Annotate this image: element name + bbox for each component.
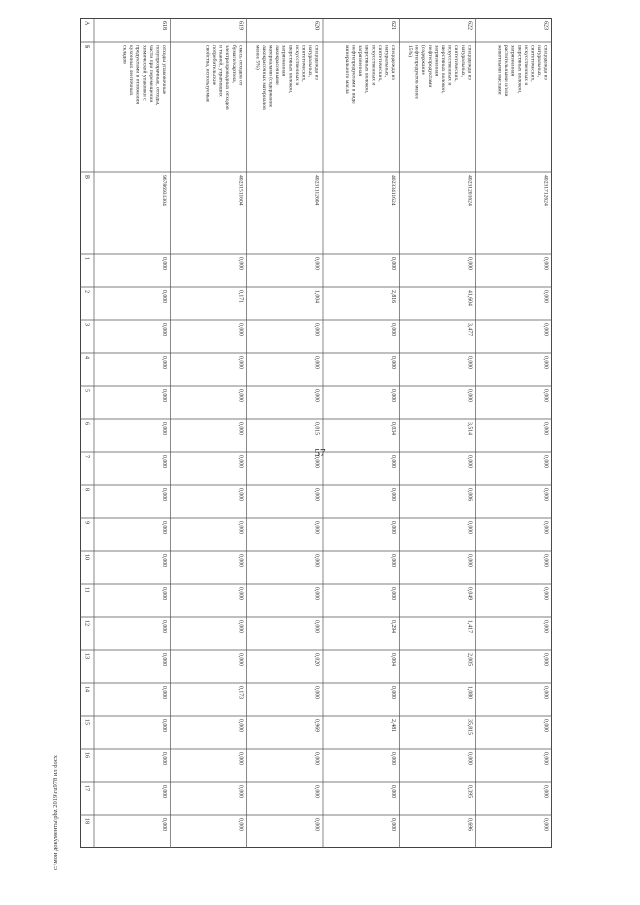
value-cell: 0,000 bbox=[313, 356, 320, 370]
row-name-line: нефтепродуктами в виде bbox=[350, 45, 357, 104]
value-cell: 41,604 bbox=[466, 290, 473, 306]
value-cell: 0,000 bbox=[313, 785, 320, 799]
row-name-line: загрязненная bbox=[433, 45, 440, 77]
value-cell: 0,000 bbox=[161, 587, 168, 601]
value-cell: 3,477 bbox=[466, 323, 473, 337]
value-cell: 0,000 bbox=[390, 818, 397, 832]
row-name-line: свойства, используемые bbox=[204, 45, 211, 103]
row-name-line: лакокрасочными bbox=[274, 45, 281, 85]
value-cell: 0,000 bbox=[237, 554, 244, 568]
row-name-line: спецодежда из bbox=[542, 45, 549, 80]
row-id: 619 bbox=[237, 21, 244, 30]
row-name-line: продуктами в отложения bbox=[134, 45, 141, 104]
value-cell: 0,969 bbox=[313, 719, 320, 733]
row-name-line: минерального масла bbox=[343, 45, 350, 94]
value-cell: 0,000 bbox=[161, 686, 168, 700]
column-header: 7 bbox=[83, 455, 90, 458]
value-cell: 0,000 bbox=[161, 257, 168, 271]
value-cell: 0,000 bbox=[161, 455, 168, 469]
value-cell: 0,000 bbox=[390, 323, 397, 337]
value-cell: 0,000 bbox=[542, 587, 549, 601]
value-cell: 0,000 bbox=[466, 257, 473, 271]
value-cell: 0,000 bbox=[161, 521, 168, 535]
column-header: 12 bbox=[83, 620, 90, 626]
row-name-line: шерстяных волокон, bbox=[439, 45, 446, 94]
row-code: 40231201624 bbox=[466, 175, 473, 206]
row-name-line: нефтепродуктами bbox=[426, 45, 433, 88]
value-cell: 1,004 bbox=[313, 290, 320, 304]
footer-file-path: c:\мои документы\pbz 2019\ru978 ил docx bbox=[52, 755, 59, 870]
value-cell: 0,000 bbox=[313, 752, 320, 766]
value-cell: 0,000 bbox=[542, 818, 549, 832]
row-name-line: шерстяных волокон, bbox=[363, 45, 370, 94]
row-name-line: синтетических, bbox=[453, 45, 460, 82]
value-cell: 0,000 bbox=[237, 752, 244, 766]
value-cell: 0,000 bbox=[237, 257, 244, 271]
row-id: 621 bbox=[389, 21, 396, 30]
value-cell: 0,395 bbox=[466, 785, 473, 799]
value-cell: 0,000 bbox=[313, 389, 320, 403]
column-header: 5 bbox=[83, 389, 90, 392]
value-cell: 0,000 bbox=[161, 323, 168, 337]
row-name-line: нефтепродуктов менее bbox=[413, 45, 420, 99]
value-cell: 0,000 bbox=[237, 488, 244, 502]
value-cell: 0,000 bbox=[542, 422, 549, 436]
row-id: 620 bbox=[313, 21, 320, 30]
row-id: 623 bbox=[542, 21, 549, 30]
value-cell: 0,000 bbox=[237, 719, 244, 733]
value-cell: 0,000 bbox=[313, 818, 320, 832]
value-cell: 0,000 bbox=[390, 521, 397, 535]
column-header: Б bbox=[83, 45, 90, 49]
value-cell: 0,000 bbox=[542, 290, 549, 304]
value-cell: 0,000 bbox=[542, 719, 549, 733]
value-cell: 0,000 bbox=[542, 620, 549, 634]
value-cell: 0,000 bbox=[542, 521, 549, 535]
row-name-line: потребительские bbox=[210, 45, 217, 86]
value-cell: 0,000 bbox=[237, 521, 244, 535]
row-name-line: синтетических, bbox=[529, 45, 536, 82]
value-cell: 0,000 bbox=[237, 620, 244, 634]
row-name-line: 15%) bbox=[406, 45, 413, 58]
column-header: 18 bbox=[83, 818, 90, 824]
value-cell: 0,000 bbox=[390, 752, 397, 766]
row-name-line: лакокрасочных материалов bbox=[260, 45, 267, 110]
row-name-line: натуральных, bbox=[307, 45, 314, 78]
value-cell: 0,000 bbox=[237, 422, 244, 436]
row-name-line: искусственных и bbox=[293, 45, 300, 86]
value-cell: 0,000 bbox=[161, 719, 168, 733]
value-cell: 0,049 bbox=[466, 587, 473, 601]
value-cell: 0,034 bbox=[390, 422, 397, 436]
row-code: 40231511604 bbox=[237, 175, 244, 206]
value-cell: 0,000 bbox=[390, 356, 397, 370]
row-name-line: части при перемещении bbox=[147, 45, 154, 103]
value-cell: 0,000 bbox=[161, 290, 168, 304]
row-name-line: полупрозрачные, отходы, bbox=[154, 45, 161, 106]
column-header: 15 bbox=[83, 719, 90, 725]
row-name-line: животными маслами bbox=[496, 45, 503, 95]
row-code: 40233411624 bbox=[390, 175, 397, 206]
value-cell: 0,000 bbox=[237, 785, 244, 799]
page-number: 57 bbox=[314, 447, 326, 459]
value-cell: 0,000 bbox=[161, 752, 168, 766]
column-header: 3 bbox=[83, 323, 90, 326]
row-name-line: загрязненная bbox=[280, 45, 287, 77]
value-cell: 0,000 bbox=[161, 785, 168, 799]
value-cell: 0,000 bbox=[313, 323, 320, 337]
row-name-line: химической упаковки с bbox=[141, 45, 148, 101]
row-name-line: шерстяных волокон, bbox=[287, 45, 294, 94]
row-name-line: (содержание bbox=[420, 45, 427, 75]
value-cell: 0,000 bbox=[161, 620, 168, 634]
value-cell: 0,000 bbox=[542, 752, 549, 766]
value-cell: 0,000 bbox=[390, 686, 397, 700]
row-name-line: кухонных ленточных bbox=[128, 45, 135, 96]
row-code: 40231112604 bbox=[313, 175, 320, 206]
value-cell: 0,000 bbox=[161, 389, 168, 403]
row-name-line: синтетических, bbox=[376, 45, 383, 82]
data-table bbox=[80, 18, 552, 848]
value-cell: 0,000 bbox=[161, 554, 168, 568]
value-cell: 0,000 bbox=[161, 653, 168, 667]
row-name-line: искусственных и bbox=[446, 45, 453, 86]
value-cell: 0,000 bbox=[313, 587, 320, 601]
row-name-line: шерстяных волокон, bbox=[516, 45, 523, 94]
column-header: 2 bbox=[83, 290, 90, 293]
value-cell: 0,000 bbox=[161, 422, 168, 436]
value-cell: 0,000 bbox=[237, 323, 244, 337]
row-name-line: материалами (содержание bbox=[267, 45, 274, 108]
value-cell: 0,000 bbox=[237, 455, 244, 469]
value-cell: 0,000 bbox=[161, 356, 168, 370]
row-name-line: натуральных, bbox=[536, 45, 543, 78]
row-name-line: смесь отходов от bbox=[237, 45, 244, 86]
column-header: 16 bbox=[83, 752, 90, 758]
value-cell: 0,000 bbox=[390, 389, 397, 403]
value-cell: 0,000 bbox=[237, 356, 244, 370]
value-cell: 0,696 bbox=[466, 818, 473, 832]
row-name-line: загрязненная bbox=[509, 45, 516, 77]
row-code: 40231712624 bbox=[542, 175, 549, 206]
column-header: 8 bbox=[83, 488, 90, 491]
value-cell: 0,171 bbox=[237, 290, 244, 304]
column-header: 4 bbox=[83, 356, 90, 359]
row-name-line: искусственных и bbox=[370, 45, 377, 86]
row-name-line: спецодежда из bbox=[466, 45, 473, 80]
value-cell: 0,004 bbox=[390, 653, 397, 667]
row-name-line: и тканей, утративших bbox=[217, 45, 224, 97]
value-cell: 0,000 bbox=[466, 389, 473, 403]
value-cell: 0,000 bbox=[237, 389, 244, 403]
row-name-line: растительными и/или bbox=[503, 45, 510, 97]
row-name-line: отходы упаковочные bbox=[161, 45, 168, 95]
value-cell: 0,000 bbox=[237, 818, 244, 832]
value-cell: 0,000 bbox=[390, 554, 397, 568]
row-code: 96786931304 bbox=[161, 175, 168, 206]
row-id: 622 bbox=[466, 21, 473, 30]
value-cell: 0,000 bbox=[542, 323, 549, 337]
value-cell: 0,000 bbox=[313, 488, 320, 502]
value-cell: 2,005 bbox=[466, 653, 473, 667]
value-cell: 2,481 bbox=[390, 719, 397, 733]
value-cell: 0,000 bbox=[542, 455, 549, 469]
value-cell: 0,000 bbox=[466, 521, 473, 535]
value-cell: 0,000 bbox=[466, 356, 473, 370]
value-cell: 0,000 bbox=[161, 488, 168, 502]
row-name-line: менее 5%) bbox=[254, 45, 261, 70]
value-cell: 3,514 bbox=[466, 422, 473, 436]
value-cell: 0,020 bbox=[313, 653, 320, 667]
value-cell: 0,000 bbox=[542, 488, 549, 502]
row-name-line: искусственных и bbox=[522, 45, 529, 86]
value-cell: 0,000 bbox=[161, 818, 168, 832]
value-cell: 35,815 bbox=[466, 719, 473, 735]
value-cell: 0,015 bbox=[313, 422, 320, 436]
value-cell: 0,000 bbox=[390, 257, 397, 271]
column-header: 14 bbox=[83, 686, 90, 692]
row-name-line: спецодежда из bbox=[313, 45, 320, 80]
column-header: 13 bbox=[83, 653, 90, 659]
value-cell: 0,006 bbox=[466, 488, 473, 502]
row-name-line: электропроводных отходов bbox=[224, 45, 231, 110]
row-name-line: складов bbox=[121, 45, 128, 64]
value-cell: 0,000 bbox=[390, 587, 397, 601]
value-cell: 0,000 bbox=[390, 488, 397, 502]
value-cell: 0,000 bbox=[313, 455, 320, 469]
column-header: 17 bbox=[83, 785, 90, 791]
row-name-line: натуральных, bbox=[383, 45, 390, 78]
value-cell: 0,000 bbox=[542, 686, 549, 700]
value-cell: 0,000 bbox=[313, 257, 320, 271]
value-cell: 0,000 bbox=[466, 455, 473, 469]
value-cell: 0,000 bbox=[466, 554, 473, 568]
value-cell: 0,000 bbox=[313, 686, 320, 700]
value-cell: 0,000 bbox=[542, 785, 549, 799]
value-cell: 0,000 bbox=[313, 521, 320, 535]
value-cell: 0,000 bbox=[542, 257, 549, 271]
value-cell: 0,000 bbox=[466, 752, 473, 766]
value-cell: 1,080 bbox=[466, 686, 473, 700]
value-cell: 0,000 bbox=[313, 554, 320, 568]
value-cell: 0,294 bbox=[390, 620, 397, 634]
column-header: 6 bbox=[83, 422, 90, 425]
value-cell: 0,000 bbox=[390, 785, 397, 799]
row-id: 618 bbox=[160, 21, 167, 30]
value-cell: 0,000 bbox=[542, 554, 549, 568]
column-header: 1 bbox=[83, 257, 90, 260]
value-cell: 0,000 bbox=[237, 587, 244, 601]
column-header: В bbox=[83, 175, 90, 180]
column-header: 10 bbox=[83, 554, 90, 560]
value-cell: 0,000 bbox=[542, 653, 549, 667]
column-header: 11 bbox=[83, 587, 90, 593]
value-cell: 0,000 bbox=[542, 389, 549, 403]
value-cell: 0,000 bbox=[542, 356, 549, 370]
value-cell: 0,000 bbox=[313, 620, 320, 634]
row-name-line: бумаги/картона, bbox=[230, 45, 237, 84]
value-cell: 1,417 bbox=[466, 620, 473, 634]
row-name-line: натуральных, bbox=[459, 45, 466, 78]
column-header: 9 bbox=[83, 521, 90, 524]
value-cell: 0,173 bbox=[237, 686, 244, 700]
value-cell: 0,000 bbox=[390, 455, 397, 469]
value-cell: 2,816 bbox=[390, 290, 397, 304]
row-name-line: синтетических, bbox=[300, 45, 307, 82]
row-name-line: спецодежда из bbox=[390, 45, 397, 80]
row-name-line: загрязненная bbox=[357, 45, 364, 77]
column-header: А bbox=[83, 21, 90, 26]
value-cell: 0,000 bbox=[237, 653, 244, 667]
